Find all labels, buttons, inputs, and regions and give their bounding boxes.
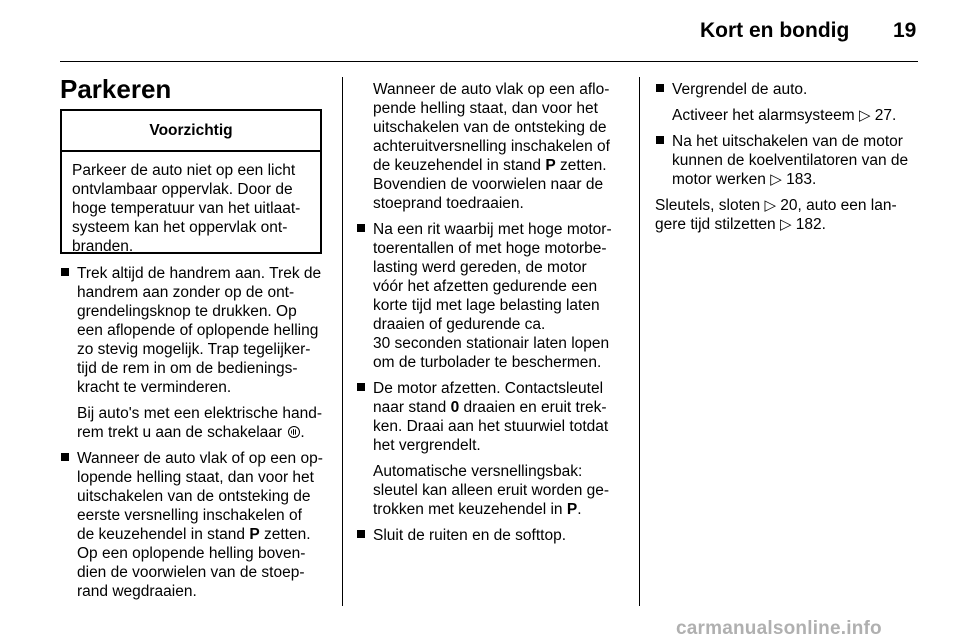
text-line: 30 seconden stationair laten lopen	[373, 335, 610, 352]
bullet-mark	[61, 453, 69, 461]
reference-arrow-icon: ▷	[779, 216, 792, 233]
bold-text: P	[566, 501, 578, 518]
bullet-mark	[357, 224, 365, 232]
caution-box	[60, 109, 322, 254]
text-span: naar stand	[373, 399, 451, 416]
text-line: Na een rit waarbij met hoge motor-	[373, 221, 612, 238]
text-line: Op een oplopende helling boven-	[77, 545, 306, 562]
intro-paragraph	[356, 80, 631, 213]
page-number: 19	[893, 19, 917, 42]
list-item	[356, 526, 631, 545]
text-span: 182.	[795, 216, 826, 233]
text-line: Automatische versnellingsbak:	[373, 463, 583, 480]
spacer	[356, 455, 631, 462]
spacer	[655, 125, 925, 132]
bullet-mark	[656, 84, 664, 92]
list-item	[60, 449, 330, 601]
text-line: vóór het afzetten gedurende een	[373, 278, 598, 295]
text-line: Bij auto's met een elektrische hand-	[77, 405, 323, 422]
text-span: zetten.	[259, 526, 311, 543]
text-line	[672, 106, 925, 125]
text-line: pende helling staat, dan voor het	[373, 100, 598, 117]
text-line: grendelingsknop te drukken. Op	[77, 303, 297, 320]
caution-line: ontvlambaar oppervlak. Door de	[72, 181, 293, 198]
text-span: motor werken	[672, 171, 766, 188]
spacer	[655, 99, 925, 106]
text-line: handrem aan zonder op de ont-	[77, 284, 295, 301]
text-line: het vergrendelt.	[373, 437, 481, 454]
parking-brake-icon	[288, 426, 300, 438]
bullet-mark	[357, 530, 365, 538]
bullet-mark	[61, 268, 69, 276]
text-line: Trek altijd de handrem aan. Trek de	[77, 265, 322, 282]
text-line: Na het uitschakelen van de motor	[672, 133, 903, 150]
text-line: tijd de rem in om de bedienings-	[77, 360, 298, 377]
text-span: .	[577, 501, 582, 518]
spacer	[356, 519, 631, 526]
caution-heading: Voorzichtig	[62, 111, 320, 152]
spacer	[60, 397, 330, 404]
text-line: Wanneer de auto vlak op een aflo-	[373, 81, 610, 98]
caution-text	[62, 152, 320, 256]
spacer	[356, 213, 631, 220]
section-title: Parkeren	[60, 74, 172, 104]
text-span: rem trekt u aan de schakelaar	[77, 424, 283, 441]
list-item	[655, 80, 925, 99]
list-item	[60, 264, 330, 397]
text-line: dien de voorwielen van de stoep-	[77, 564, 305, 581]
text-line	[655, 215, 925, 234]
text-line: lopende helling staat, dan voor het	[77, 469, 314, 486]
text-line	[655, 196, 925, 215]
spacer	[655, 189, 925, 196]
text-line	[672, 170, 925, 189]
text-line: kunnen de koelventilatoren van de	[672, 152, 909, 169]
text-span: Sleutels, sloten	[655, 197, 761, 214]
bold-text: P	[545, 157, 556, 174]
text-line: uitschakelen van de ontsteking de	[373, 119, 607, 136]
page-reference: 27.	[874, 107, 897, 124]
caution-line: branden.	[72, 238, 134, 255]
text-line: een aflopende of oplopende helling	[77, 322, 319, 339]
text-span: 20, auto een lan-	[780, 197, 897, 214]
text-line	[77, 525, 330, 544]
text-line: draaien of gedurende ca.	[373, 316, 546, 333]
reference-arrow-icon: ▷	[858, 107, 871, 124]
text-line: Sluit de ruiten en de softtop.	[373, 527, 567, 544]
caution-line: Parkeer de auto niet op een licht	[72, 162, 296, 179]
text-span: Activeer het alarmsysteem	[672, 107, 855, 124]
text-span: zetten.	[555, 157, 607, 174]
text-line	[373, 500, 631, 519]
text-line: uitschakelen van de ontsteking de	[77, 488, 311, 505]
text-line: eerste versnelling inschakelen of	[77, 507, 302, 524]
text-line: lasting werd gereden, de motor	[373, 259, 587, 276]
spacer	[356, 372, 631, 379]
spacer	[60, 442, 330, 449]
text-line: kracht te verminderen.	[77, 379, 232, 396]
text-span: .	[300, 424, 305, 441]
page-reference: 183.	[786, 171, 817, 188]
column-divider-2	[639, 77, 640, 606]
text-line: achteruitversnelling inschakelen of	[373, 138, 610, 155]
list-item	[655, 132, 925, 189]
list-item	[356, 220, 631, 372]
list-item	[356, 379, 631, 455]
column-3	[655, 80, 925, 234]
text-line: om de turbolader te beschermen.	[373, 354, 602, 371]
text-line: ken. Draai aan het stuurwiel totdat	[373, 418, 609, 435]
text-line: zo stevig mogelijk. Trap tegelijker-	[77, 341, 311, 358]
caution-line: hoge temperatuur van het uitlaat-	[72, 200, 301, 217]
watermark: carmanualsonline.info	[676, 618, 882, 639]
reference-arrow-icon: ▷	[764, 197, 776, 214]
text-line	[77, 423, 330, 442]
text-span: de keuzehendel in stand	[77, 526, 250, 543]
text-line: Vergrendel de auto.	[672, 81, 808, 98]
text-line	[373, 156, 631, 175]
list-item-note	[60, 404, 330, 442]
text-span: gere tijd stilzetten	[655, 216, 776, 233]
bullet-mark	[357, 383, 365, 391]
text-line: rand wegdraaien.	[77, 583, 197, 600]
text-line: toerentallen of met hoge motorbe-	[373, 240, 607, 257]
text-span: draaien en eruit trek-	[459, 399, 607, 416]
text-line: sleutel kan alleen eruit worden ge-	[373, 482, 610, 499]
bullet-mark	[656, 136, 664, 144]
header-title: Kort en bondig	[700, 19, 850, 42]
reference-arrow-icon: ▷	[770, 171, 782, 188]
header-rule	[60, 61, 918, 62]
text-line: korte tijd met lage belasting laten	[373, 297, 600, 314]
text-line	[373, 398, 631, 417]
text-line: stoeprand toedraaien.	[373, 195, 524, 212]
text-line: Bovendien de voorwielen naar de	[373, 176, 604, 193]
bold-text: P	[249, 526, 260, 543]
column-divider-1	[342, 77, 343, 606]
list-item-note	[356, 462, 631, 519]
text-span: trokken met keuzehendel in	[373, 501, 567, 518]
cross-references	[655, 196, 925, 234]
bold-text: 0	[450, 399, 460, 416]
list-item-note	[655, 106, 925, 125]
column-2	[356, 80, 631, 545]
text-line: Wanneer de auto vlak of op een op-	[77, 450, 323, 467]
column-1	[60, 264, 330, 601]
caution-line: systeem kan het oppervlak ont-	[72, 219, 288, 236]
text-line: De motor afzetten. Contactsleutel	[373, 380, 604, 397]
text-span: de keuzehendel in stand	[373, 157, 546, 174]
